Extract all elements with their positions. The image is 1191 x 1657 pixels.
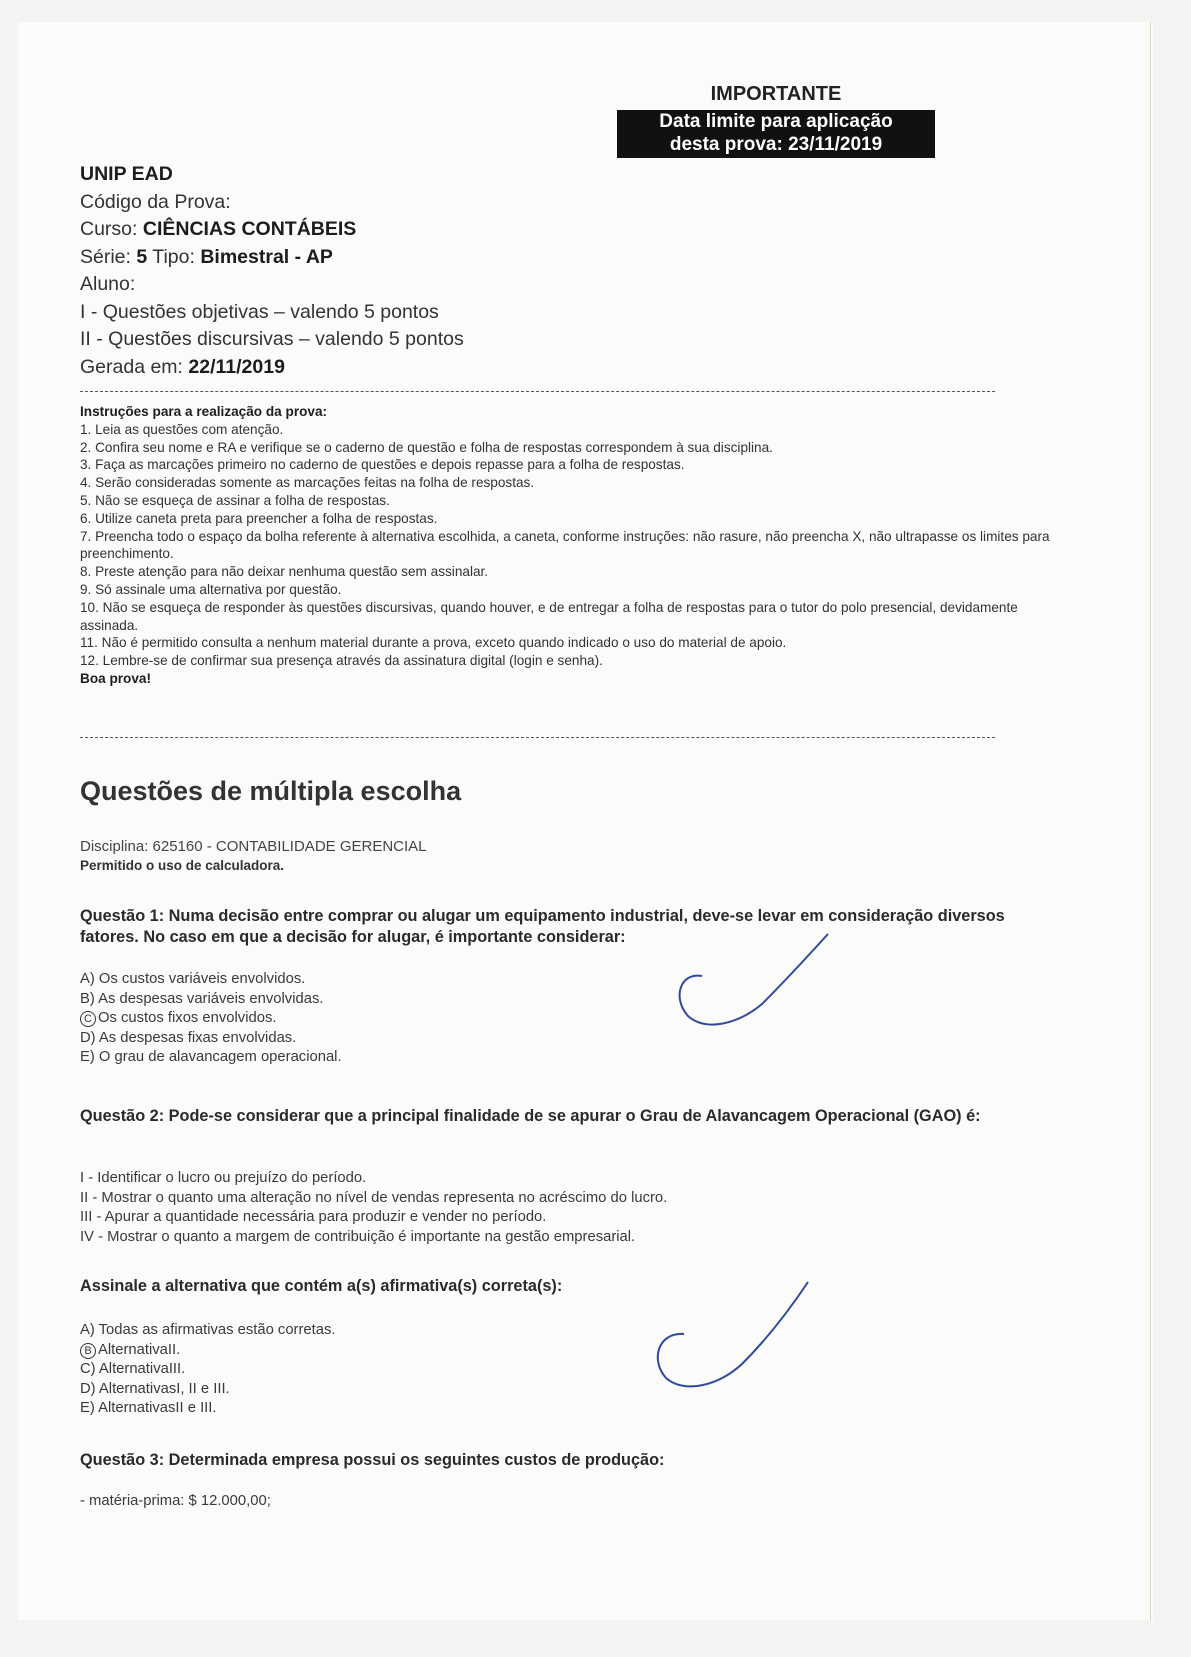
option-marked: C Os custos fixos envolvidos. xyxy=(80,1009,342,1029)
instruction-item: 5. Não se esqueça de assinar a folha de respostas. xyxy=(80,492,390,508)
statement: II - Mostrar o quanto uma alteração no nível de vendas representa no acréscimo do lucro. xyxy=(80,1189,668,1206)
instruction-item: 12. Lembre-se de confirmar sua presença através da assinatura digital (login e senha). xyxy=(80,653,603,669)
option: E) O grau de alavancagem operacional. xyxy=(80,1049,342,1066)
question-2-prompt: Assinale a alternativa que contém a(s) afirmativa(s) correta(s): xyxy=(80,1277,563,1295)
option: D) AlternativasI, II e III. xyxy=(80,1380,230,1397)
instructions xyxy=(80,403,1060,688)
discipline-block xyxy=(80,837,427,875)
instructions-title: Instruções para a realização da prova: xyxy=(80,404,328,419)
closing-line: Boa prova! xyxy=(80,670,152,686)
course-line: Curso: CIÊNCIAS CONTÁBEIS xyxy=(80,218,357,240)
deadline-line-1: Data limite para aplicação xyxy=(659,111,893,132)
objective-part: I - Questões objetivas – valendo 5 pontos xyxy=(80,300,439,323)
instruction-item: 9. Só assinale uma alternativa por questão. xyxy=(80,581,342,597)
divider-top xyxy=(80,391,995,392)
question-2-statements xyxy=(80,1169,667,1247)
instruction-item: 6. Utilize caneta preta para preencher a folha de respostas. xyxy=(80,510,438,526)
question-2-options xyxy=(80,1321,336,1419)
checkmark-icon xyxy=(640,1270,820,1400)
page-edge xyxy=(1150,22,1151,1620)
question-3-items xyxy=(80,1492,271,1512)
generated-line: Gerada em: 22/11/2019 xyxy=(80,355,285,378)
institution: UNIP EAD xyxy=(80,163,173,185)
instruction-item: 10. Não se esqueça de responder às questões discursivas, quando houver, e de entregar a folha de respostas para o tutor do polo presencial, devidamente assinada. xyxy=(80,599,1018,633)
question-2: Questão 2: Pode-se considerar que a principal finalidade de se apurar o Grau de Alavancagem Operacional (GAO) é: xyxy=(80,1107,981,1125)
instruction-item: 3. Faça as marcações primeiro no caderno de questões e depois repasse para a folha de respostas. xyxy=(80,457,685,473)
exam-code: Código da Prova: xyxy=(80,190,231,213)
option: E) AlternativasII e III. xyxy=(80,1400,217,1417)
marked-circle: C xyxy=(80,1011,96,1027)
statement: I - Identificar o lucro ou prejuízo do período. xyxy=(80,1170,367,1186)
deadline-notice xyxy=(617,83,935,158)
question-3: Questão 3: Determinada empresa possui os seguintes custos de produção: xyxy=(80,1451,665,1469)
option: D) As despesas fixas envolvidas. xyxy=(80,1029,297,1046)
divider-bottom xyxy=(80,737,995,738)
instruction-item: 1. Leia as questões com atenção. xyxy=(80,421,284,437)
cost-item: - matéria-prima: $ 12.000,00; xyxy=(80,1493,271,1509)
instruction-item: 2. Confira seu nome e RA e verifique se o caderno de questão e folha de respostas correspondem à sua disciplina. xyxy=(80,439,773,455)
exam-header xyxy=(80,161,464,381)
question-1: Questão 1: Numa decisão entre comprar ou alugar um equipamento industrial, deve-se levar em consideração diversos fatores. No caso em que a decisão for alugar, é importante considerar: xyxy=(80,907,1005,946)
question-1-options xyxy=(80,970,342,1068)
section-title: Questões de múltipla escolha xyxy=(80,776,462,806)
option: C) AlternativaIII. xyxy=(80,1361,186,1378)
student-line: Aluno: xyxy=(80,273,136,295)
serie-line: Série: 5 Tipo: Bimestral - AP xyxy=(80,245,333,268)
instruction-item: 8. Preste atenção para não deixar nenhuma questão sem assinalar. xyxy=(80,564,489,580)
checkmark-icon xyxy=(660,920,840,1040)
instruction-item: 4. Serão consideradas somente as marcações feitas na folha de respostas. xyxy=(80,475,535,491)
calculator-note: Permitido o uso de calculadora. xyxy=(80,858,285,873)
statement: IV - Mostrar o quanto a margem de contribuição é importante na gestão empresarial. xyxy=(80,1228,636,1245)
instruction-item: 7. Preencha todo o espaço da bolha referente à alternativa escolhida, a caneta, conforme instruções: não rasure, não preencha X, não ultrapasse os limites para preenchimento. xyxy=(80,528,1050,562)
option: B) As despesas variáveis envolvidas. xyxy=(80,990,324,1007)
discursive-part: II - Questões discursivas – valendo 5 pontos xyxy=(80,328,464,350)
instruction-item: 11. Não é permitido consulta a nenhum material durante a prova, exceto quando indicado o uso do material de apoio. xyxy=(80,635,787,651)
option-marked: B AlternativaII. xyxy=(80,1341,336,1361)
statement: III - Apurar a quantidade necessária para produzir e vender no período. xyxy=(80,1209,547,1226)
deadline-box xyxy=(617,110,935,158)
discipline: Disciplina: 625160 - CONTABILIDADE GERENCIAL xyxy=(80,838,427,855)
option: A) Todas as afirmativas estão corretas. xyxy=(80,1322,336,1338)
important-heading: IMPORTANTE xyxy=(710,83,842,105)
option: A) Os custos variáveis envolvidos. xyxy=(80,971,306,987)
deadline-line-2: desta prova: 23/11/2019 xyxy=(669,134,883,155)
marked-circle: B xyxy=(80,1343,96,1359)
